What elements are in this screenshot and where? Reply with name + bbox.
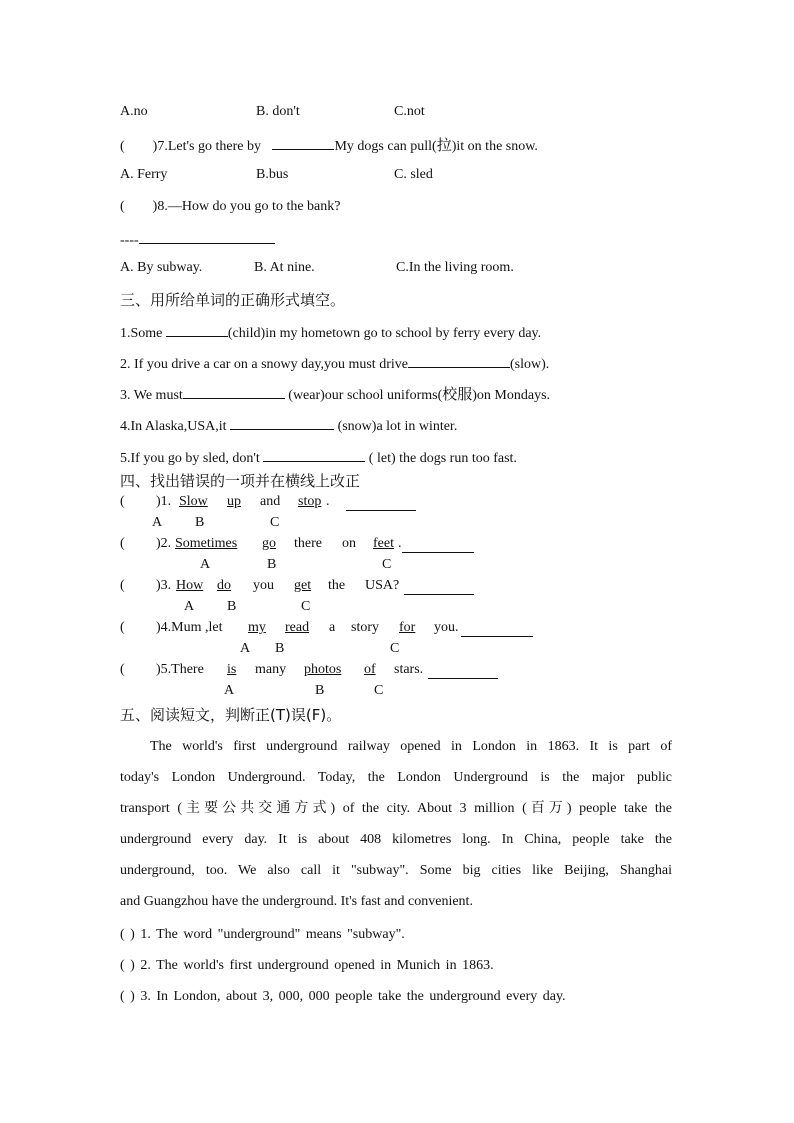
q8-option-a: A. By subway. — [120, 260, 203, 275]
part3-blank-3[interactable] — [183, 385, 285, 399]
question-7: ( )7.Let's go there by My dogs can pull(拉)it on the snow. — [120, 136, 538, 154]
q7-blank[interactable] — [272, 136, 334, 150]
p4q5-blank[interactable] — [428, 665, 498, 679]
part3-item-1: 1.Some (child)in my hometown go to school by ferry every day. — [120, 323, 541, 343]
passage-line-1: The world's first underground railway opened in London in 1863. It is part of — [150, 739, 672, 754]
p4q1-blank[interactable] — [346, 497, 416, 511]
part3-blank-4[interactable] — [230, 416, 334, 430]
p4q4-word-b: read — [285, 620, 310, 635]
p4q1-word-b: up — [227, 494, 241, 509]
passage-line-2: today's London Underground. Today, the London Underground is the major public — [120, 770, 672, 785]
p4q4-word-a: my — [248, 620, 266, 635]
p4q2-word-c: feet — [373, 536, 394, 551]
p4q5-word-b: photos — [304, 662, 342, 677]
q6-option-a: A.no — [120, 104, 148, 119]
part3-blank-1[interactable] — [166, 323, 228, 337]
q8-answer-line: ---- — [120, 230, 275, 250]
p4q5-word-a: is — [227, 662, 237, 677]
part5-heading: 五、阅读短文，判断正(T)误(F)。 — [120, 706, 342, 724]
q7-option-c: C. sled — [394, 167, 433, 182]
p4q4-blank[interactable] — [461, 623, 533, 637]
p4q4-word-c: for — [399, 620, 416, 635]
question-8: ( )8.—How do you go to the bank? — [120, 199, 341, 214]
q6-option-b: B. don't — [256, 104, 300, 119]
part3-item-2: 2. If you drive a car on a snowy day,you must drive (slow). — [120, 354, 549, 374]
p4q3-word-c: get — [294, 578, 312, 593]
q8-blank[interactable] — [139, 230, 275, 244]
part3-item-4: 4.In Alaska,USA,it (snow)a lot in winter. — [120, 416, 457, 436]
passage-line-4: underground every day. It is about 408 kilometres long. In China, people take the — [120, 832, 672, 847]
q7-stem: )7.Let's go there by — [152, 139, 261, 154]
part3-blank-5[interactable] — [263, 448, 365, 462]
q7-option-a: A. Ferry — [120, 167, 168, 182]
part3-blank-2[interactable] — [408, 354, 510, 368]
p4q3-word-a: How — [176, 578, 204, 593]
p4q2-blank[interactable] — [402, 539, 474, 553]
tf-question-1: ( ) 1. The word "underground" means "subway". — [120, 927, 405, 942]
passage-line-5: underground, too. We also call it "subway". Some big cities like Beijing, Shanghai — [120, 863, 672, 878]
p4q5-word-c: of — [364, 662, 376, 677]
tf-question-2: ( ) 2. The world's first underground opened in Munich in 1863. — [120, 958, 494, 973]
p4q1-word-c: stop — [298, 494, 322, 509]
q8-option-b: B. At nine. — [254, 260, 315, 275]
p4q2-word-a: Sometimes — [175, 536, 238, 551]
p4q2-word-b: go — [262, 536, 276, 551]
p4q1-word-a: Slow — [179, 494, 208, 509]
p4q3-blank[interactable] — [404, 581, 474, 595]
worksheet-page: A.no B. don't C.not ( )7.Let's go there by My dogs can pull(拉)it on the snow. A. Ferry B.bus C. sled ( )8.—How do you go to the bank? ---- A. By subway. B. At nine. C.In the living room. 三、用所给单词的正确形式填空。 1.Some (child)in my hometown go to school by ferry every day. 2. If you drive a car on a snowy day,you must drive (slow). 3. We must (wear)our school uniforms(校服)on Mondays. 4.In Alaska,USA,it (snow)a lot in winter. 5.If you go by sled, don't ( let) the dogs run too fast. 四、找出错误的一项并在横线上改正 ( )1. Slow up and stop . A B C ( )2. Sometimes go there on feet . A B C ( )3. How do you get the USA? A B C ( )4.Mum ,let my read a story for you. A B C ( )5.There is many photos of stars. A B C 五、阅读短文，判断正(T)误(F)。 The world's first underground railway opened in London in 1863. It is part of today's London Underground. Today, the London Underground is the major public transport (主要公共交通方式) of the city. About 3 million (百万) people take the underground every day. It is about 408 kilometres long. In China, people take the underground, too. We also call it "subway". Some big cities like Beijing, Shanghai and Guangzhou have the underground. It's fast and convenient. ( ) 1. The word "underground" means "subway". ( ) 2. The world's first underground opened in Munich in 1863. ( ) 3. In London, about 3, 000, 000 people take the underground every day. — [120, 104, 672, 1004]
tf-question-3: ( ) 3. In London, about 3, 000, 000 people take the underground every day. — [120, 989, 566, 1004]
passage-line-3: transport (主要公共交通方式) of the city. About 3 million (百万) people take the — [120, 801, 672, 816]
part3-item-3: 3. We must (wear)our school uniforms(校服)on Mondays. — [120, 385, 551, 403]
passage-line-6: and Guangzhou have the underground. It's fast and convenient. — [120, 894, 473, 909]
p4q3-word-b: do — [217, 578, 231, 593]
answer-bracket: ( — [120, 139, 125, 154]
q7-option-b: B.bus — [256, 167, 289, 182]
part3-heading: 三、用所给单词的正确形式填空。 — [120, 291, 346, 309]
q6-option-c: C.not — [394, 104, 425, 119]
q8-option-c: C.In the living room. — [396, 260, 514, 275]
part4-heading: 四、找出错误的一项并在横线上改正 — [120, 472, 361, 490]
part3-item-5: 5.If you go by sled, don't ( let) the dogs run too fast. — [120, 448, 517, 468]
